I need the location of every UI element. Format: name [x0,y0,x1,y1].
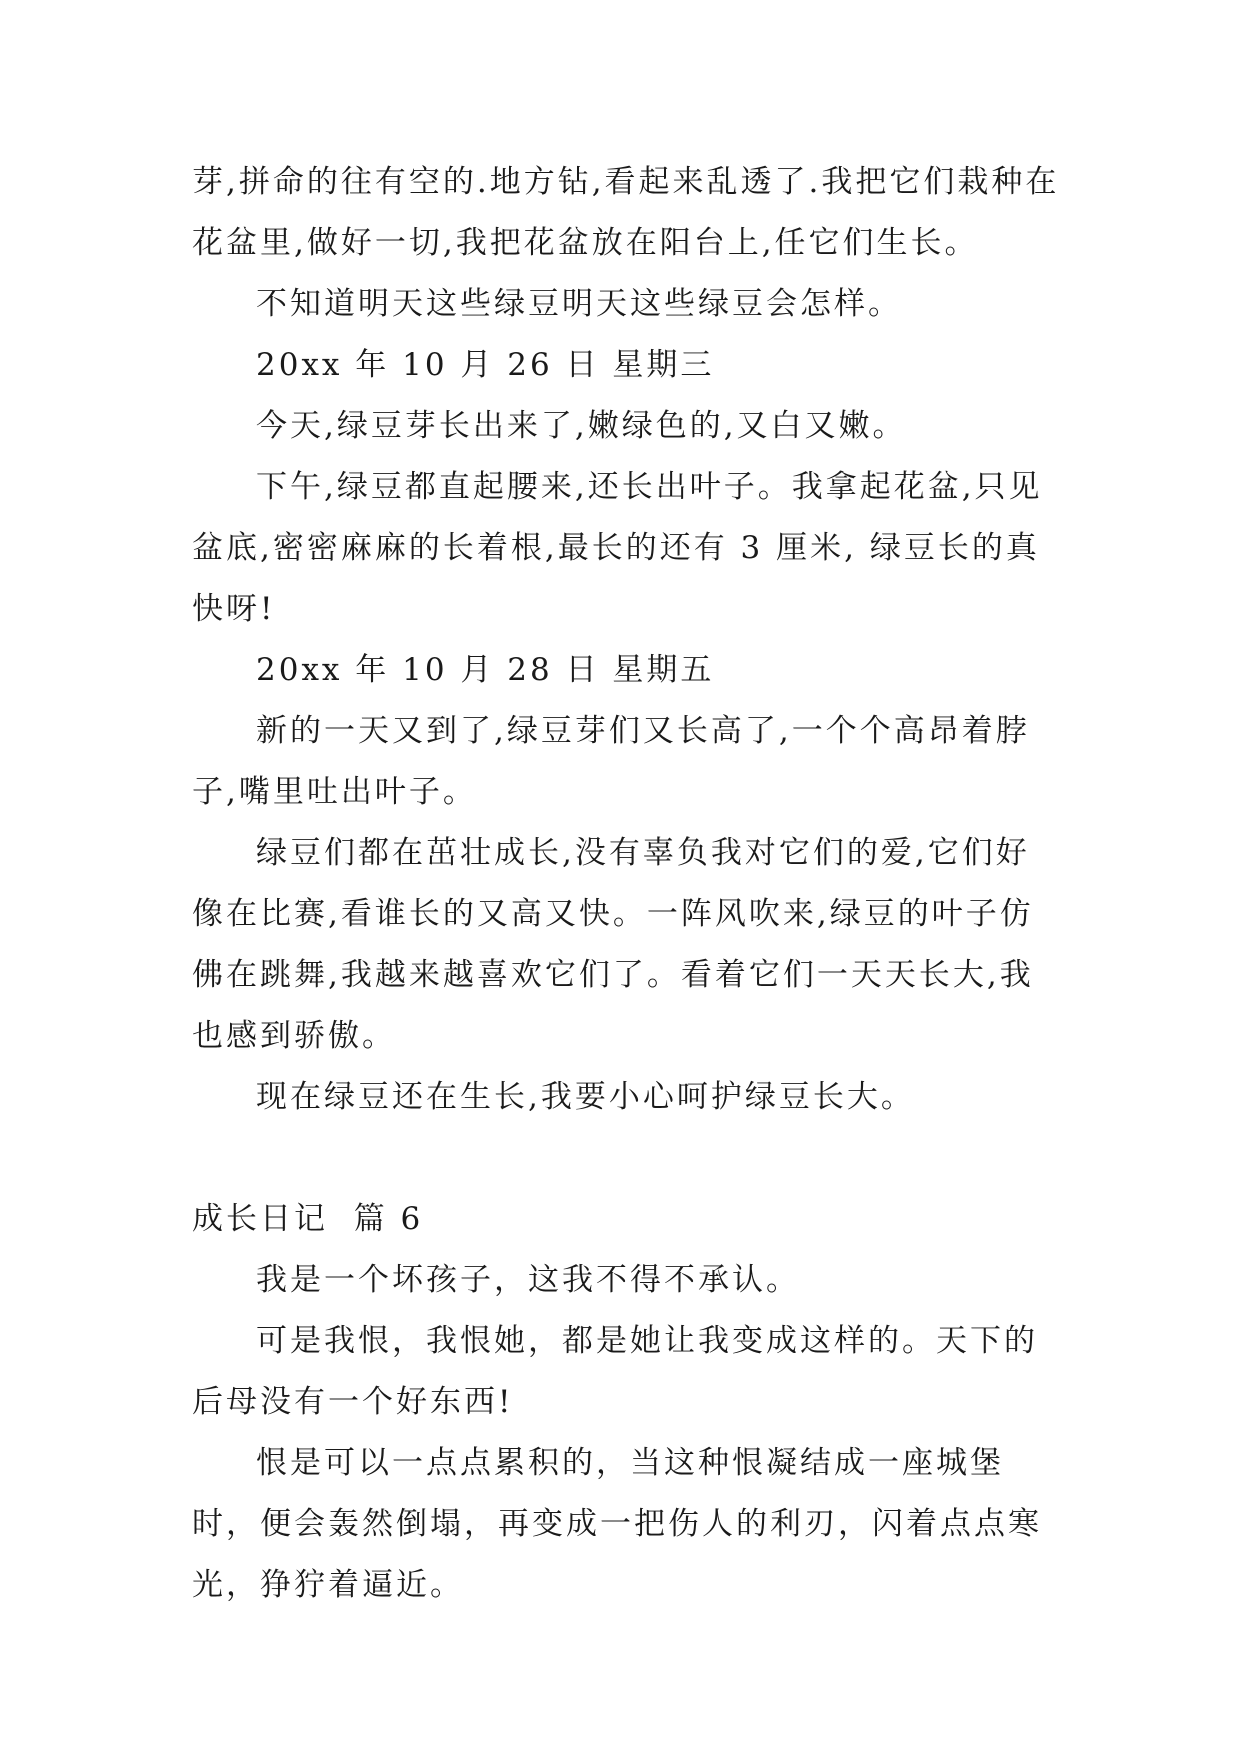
diary-date: 20xx 年 10 月 28 日 星期五 [256,652,715,688]
paragraph: 今天,绿豆芽长出来了,嫩绿色的,又白又嫩。 [256,408,907,444]
paragraph: 下午,绿豆都直起腰来,还长出叶子。我拿起花盆,只见盆底,密密麻麻的长着根,最长的还有 3 厘米, 绿豆长的真快呀! [192,469,1043,627]
paragraph: 恨是可以一点点累积的，当这种恨凝结成一座城堡时，便会轰然倒塌，再变成一把伤人的利刃，闪着点点寒光，狰狞着逼近。 [192,1445,1042,1603]
paragraph: 可是我恨，我恨她，都是她让我变成这样的。天下的后母没有一个好东西! [192,1323,1038,1420]
diary-date: 20xx 年 10 月 26 日 星期三 [256,347,715,383]
section-title: 成长日记 篇 6 [192,1201,424,1237]
document-body [192,152,1060,1616]
paragraph: 不知道明天这些绿豆明天这些绿豆会怎样。 [256,286,902,322]
paragraph: 现在绿豆还在生长,我要小心呵护绿豆长大。 [256,1079,915,1115]
paragraph: 新的一天又到了,绿豆芽们又长高了,一个个高昂着脖子,嘴里吐出叶子。 [192,713,1030,810]
paragraph: 绿豆们都在茁壮成长,没有辜负我对它们的爱,它们好像在比赛,看谁长的又高又快。一阵风吹来,绿豆的叶子仿佛在跳舞,我越来越喜欢它们了。看着它们一天天长大,我也感到骄傲。 [192,835,1034,1054]
paragraph: 芽,拼命的往有空的.地方钻,看起来乱透了.我把它们栽种在花盆里,做好一切,我把花盆放在阳台上,任它们生长。 [192,164,1060,261]
paragraph: 我是一个坏孩子，这我不得不承认。 [256,1262,800,1298]
